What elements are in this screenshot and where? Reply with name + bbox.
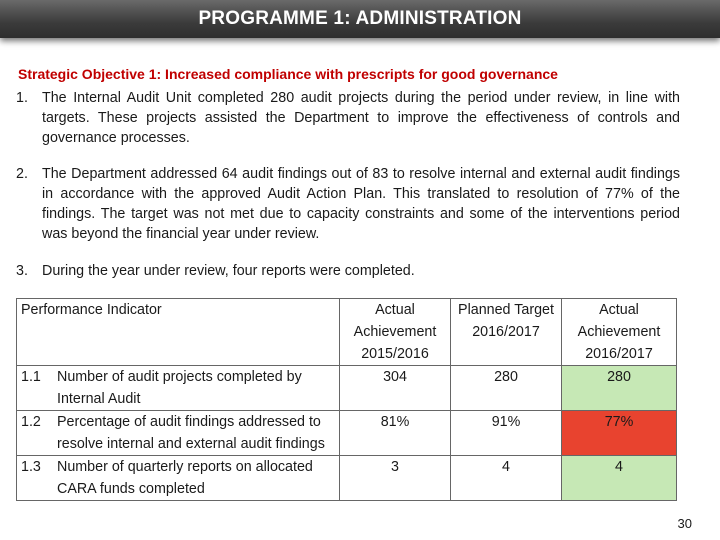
performance-table <box>16 298 677 501</box>
indicator-index: 1.2 <box>21 414 41 430</box>
paragraph-3 <box>16 261 680 281</box>
indicator-index: 1.1 <box>21 369 41 385</box>
indicator-cell <box>17 411 340 456</box>
table-row <box>17 411 677 456</box>
indicator-index: 1.3 <box>21 459 41 475</box>
indicator-label: Number of quarterly reports on allocated CARA funds completed <box>57 459 313 497</box>
page-number: 30 <box>677 516 692 531</box>
table-row <box>17 456 677 501</box>
indicator-cell <box>17 366 340 411</box>
paragraph-text: The Department addressed 64 audit findings out of 83 to resolve internal and external audit findings in accordance with the approved Audit Action Plan. This translated to resolution of 77% of the findings. The target was not met due to capacity constraints and some of the interventions period was beyond the financial year under review. <box>42 166 680 242</box>
paragraph-number: 1. <box>16 90 28 106</box>
paragraph-1 <box>16 88 680 148</box>
header-performance-indicator: Performance Indicator <box>17 299 340 366</box>
indicator-label: Percentage of audit findings addressed to resolve internal and external audit findings <box>57 414 325 452</box>
planned-2016-2017-cell: 280 <box>451 366 562 411</box>
table-header-row <box>17 299 677 366</box>
header-actual-2015-2016: Actual Achievement 2015/2016 <box>340 299 451 366</box>
indicator-cell <box>17 456 340 501</box>
planned-2016-2017-cell: 4 <box>451 456 562 501</box>
paragraph-text: The Internal Audit Unit completed 280 audit projects during the period under review, in line with targets. These projects assisted the Department to improve the effectiveness of controls and governance processes. <box>42 90 680 146</box>
table-row <box>17 366 677 411</box>
actual-2016-2017-cell: 4 <box>562 456 677 501</box>
header-actual-2016-2017: Actual Achievement 2016/2017 <box>562 299 677 366</box>
paragraph-number: 3. <box>16 263 28 279</box>
actual-2016-2017-cell: 77% <box>562 411 677 456</box>
actual-2015-2016-cell: 304 <box>340 366 451 411</box>
paragraph-number: 2. <box>16 166 28 182</box>
page-title: PROGRAMME 1: ADMINISTRATION <box>198 8 522 29</box>
planned-2016-2017-cell: 91% <box>451 411 562 456</box>
strategic-objective: Strategic Objective 1: Increased compliance with prescripts for good governance <box>18 66 558 82</box>
actual-2015-2016-cell: 3 <box>340 456 451 501</box>
indicator-label: Number of audit projects completed by Internal Audit <box>57 369 302 407</box>
paragraph-text: During the year under review, four reports were completed. <box>42 263 415 279</box>
actual-2015-2016-cell: 81% <box>340 411 451 456</box>
paragraph-2 <box>16 164 680 244</box>
header-planned-2016-2017: Planned Target 2016/2017 <box>451 299 562 366</box>
actual-2016-2017-cell: 280 <box>562 366 677 411</box>
